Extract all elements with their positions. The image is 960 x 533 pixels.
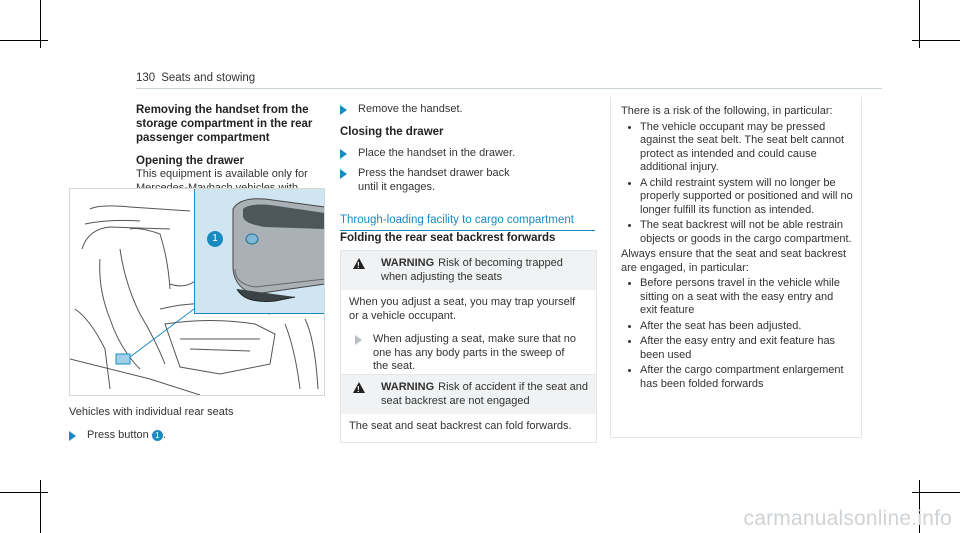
warning-header (341, 251, 596, 290)
step-text: Place the handset in the drawer. (358, 146, 516, 159)
warning-body-text: The seat and seat backrest can fold forwards. (349, 420, 572, 432)
step-press-drawer (340, 167, 528, 194)
list-item: The vehicle occupant may be pressed against the seat belt. The seat belt cannot protect as intended and could cause additional injury. (621, 121, 853, 175)
warning-label: WARNING (381, 257, 435, 269)
list-item: A child restraint system will no longer be properly supported or positioned and will no longer fulfill its function as intended. (621, 177, 853, 218)
step-remove-handset (340, 103, 595, 117)
warning-step-text: When adjusting a seat, make sure that no one has any body parts in the sweep of the seat. (373, 333, 577, 372)
warning-icon (353, 258, 365, 269)
warning-icon (353, 382, 365, 393)
section-through-loading (340, 210, 595, 231)
warning-body-text: When you adjust a seat, you may trap yourself or a vehicle occupant. (349, 296, 576, 322)
step-period: . (162, 429, 166, 441)
step-arrow-icon (355, 335, 362, 345)
zoom-inset (194, 189, 325, 314)
drawer-illustration (195, 189, 325, 313)
risk-list (621, 121, 853, 247)
step-place-handset (340, 147, 595, 161)
crop-mark (0, 40, 48, 41)
subheading-opening: Opening the drawer (136, 155, 244, 167)
conditions-list (621, 277, 853, 391)
warning-accident (340, 374, 597, 443)
list-item: After the cargo compartment enlargement has been folded forwards (621, 364, 853, 391)
step-press-button (69, 429, 337, 443)
warning-label: WARNING (381, 381, 435, 393)
subheading-folding: Folding the rear seat backrest forwards (340, 232, 556, 244)
section-title: Through-loading facility to cargo compartment (340, 214, 574, 226)
list-item: Before persons travel in the vehicle while sitting on a seat with the easy entry and exit feature (621, 277, 853, 318)
step-text: Press button (87, 429, 149, 441)
intro-text: This equipment is available only for (136, 168, 308, 180)
header-rule (136, 88, 882, 89)
warning-body (341, 290, 596, 382)
step-arrow-icon (340, 149, 347, 159)
warning-step (349, 333, 578, 374)
risk-intro: There is a risk of the following, in particular: (621, 105, 833, 117)
figure-caption: Vehicles with individual rear seats (69, 406, 234, 418)
callout-badge-1: 1 (207, 231, 223, 247)
step-text: Remove the handset. (358, 103, 463, 115)
watermark: carmanualsonline.info (743, 507, 952, 530)
column-middle (340, 103, 595, 194)
crop-mark (912, 40, 960, 41)
warning-title: Risk of becoming trapped when adjusting the seats (381, 257, 563, 283)
list-item: After the seat has been adjusted. (621, 320, 853, 334)
warning-header (341, 375, 596, 414)
crop-mark (912, 492, 960, 493)
subheading-closing: Closing the drawer (340, 125, 444, 138)
page-header (136, 72, 255, 84)
step-text: Press the handset drawer back until it engages. (358, 167, 510, 193)
figure (69, 188, 325, 396)
step-arrow-icon (69, 431, 76, 441)
crop-mark (0, 492, 48, 493)
warning-trapped (340, 250, 597, 383)
column-right (610, 97, 862, 438)
step-arrow-icon (340, 105, 347, 115)
section-heading: Removing the handset from the storage compartment in the rear passenger compartment (136, 104, 313, 144)
button-badge-1: 1 (152, 430, 163, 441)
list-item: The seat backrest will not be able restrain objects or goods in the cargo compartment. (621, 219, 853, 246)
page-section-title: Seats and stowing (161, 72, 256, 84)
warning-title: Risk of accident if the seat and seat backrest are not engaged (381, 381, 588, 407)
step-arrow-icon (340, 169, 347, 179)
warning-body (341, 414, 596, 442)
list-item: After the easy entry and exit feature has been used (621, 335, 853, 362)
page-number: 130 (136, 72, 156, 84)
always-text: Always ensure that the seat and seat backrest are engaged, in particular: (621, 248, 847, 274)
crop-mark (40, 480, 41, 533)
